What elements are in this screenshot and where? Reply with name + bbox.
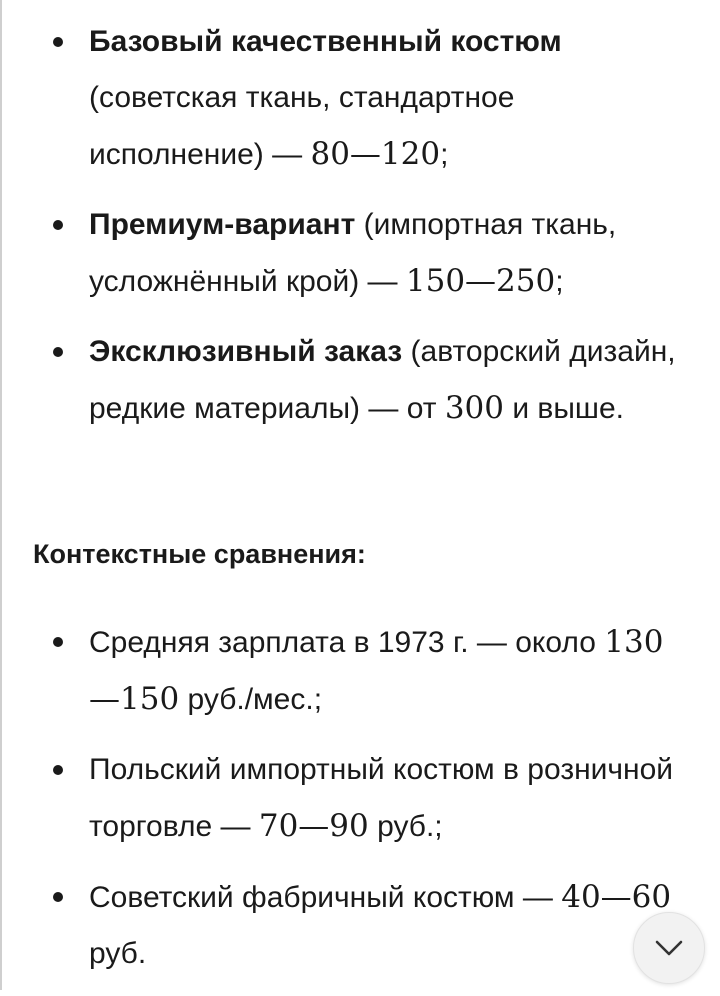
list-item — [0, 869, 720, 982]
item-text: (импортная ткань, усложнённый крой) — — [89, 208, 617, 298]
list-item — [0, 742, 720, 855]
item-text: Средняя зарплата в 1973 г. — около — [89, 626, 605, 659]
bullet — [53, 637, 63, 647]
price-range: 130—150 — [89, 624, 664, 717]
item-tail: и выше. — [512, 392, 625, 425]
item-tail: руб./мес.; — [187, 683, 323, 716]
price-range: 80—120 — [310, 136, 441, 172]
item-tail: ; — [440, 138, 449, 171]
bullet — [53, 347, 63, 357]
item-title: Базовый качественный костюм — [89, 25, 562, 58]
price-value: 300 — [444, 390, 504, 426]
item-title: Эксклюзивный заказ — [89, 335, 403, 368]
chevron-down-icon — [654, 939, 684, 957]
item-title: Премиум-вариант — [89, 208, 356, 241]
comparisons-list — [0, 614, 720, 996]
item-tail: руб.; — [377, 810, 443, 843]
bullet — [53, 220, 63, 230]
list-item — [0, 14, 720, 183]
bullet — [53, 765, 63, 775]
price-range: 70—90 — [258, 808, 369, 844]
list-item — [0, 614, 720, 728]
price-range: 150—250 — [405, 263, 556, 299]
item-text: (советская ткань, стандартное исполнение) — — [89, 81, 515, 171]
section-heading: Контекстные сравнения: — [33, 539, 366, 569]
scroll-down-button[interactable] — [633, 912, 705, 984]
item-text: Советский фабричный костюм — — [89, 881, 562, 914]
list-item — [0, 197, 720, 310]
item-tail: ; — [555, 265, 564, 298]
item-text: (авторский дизайн, редкие материалы) — от — [89, 335, 676, 425]
bullet — [53, 892, 63, 902]
item-tail: руб. — [89, 937, 147, 970]
bullet — [53, 37, 63, 47]
item-text: Польский импортный костюм в розничной торговле — — [89, 753, 674, 843]
price-tiers-list — [0, 14, 720, 451]
price-range: 40—60 — [561, 879, 672, 915]
list-item — [0, 324, 720, 437]
